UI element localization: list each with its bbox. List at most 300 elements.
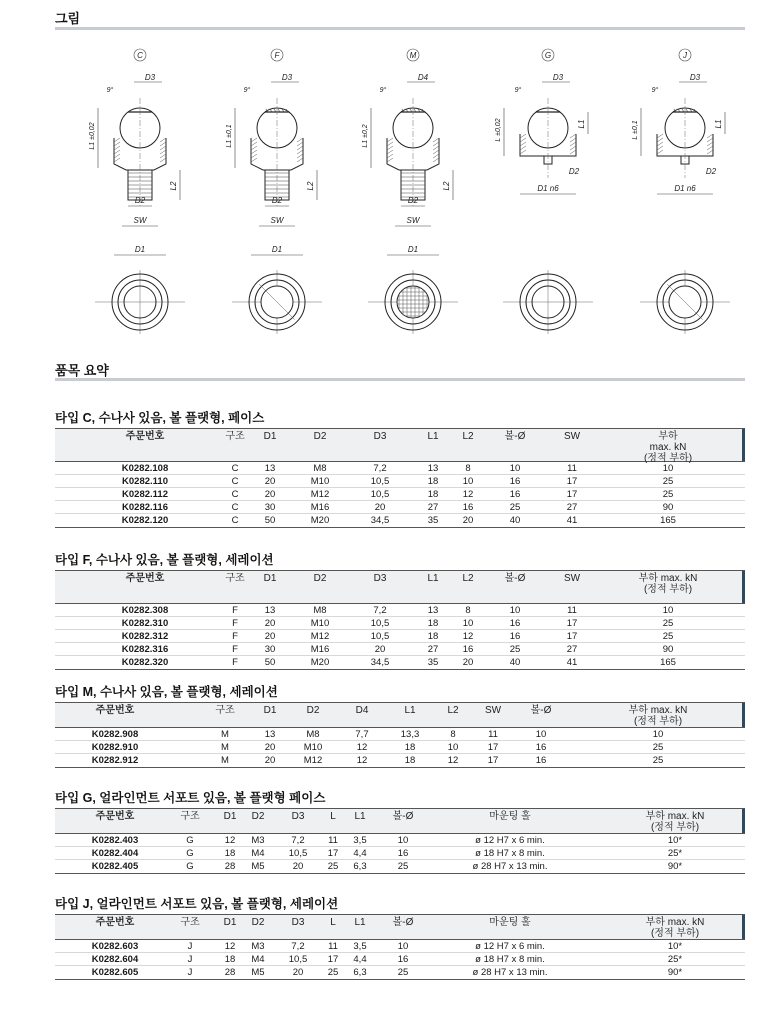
table-cell: 10 <box>397 835 409 846</box>
table-cell: 17 <box>566 618 578 629</box>
table-cell: 7,2 <box>373 605 387 616</box>
table-row <box>55 604 745 617</box>
order-number-cell: K0282.320 <box>121 657 169 668</box>
hatch-line <box>160 138 166 142</box>
table-row <box>55 656 745 669</box>
column-header-line: D2 <box>251 917 265 928</box>
table-cell: 11 <box>488 729 498 740</box>
table-cell: 12 <box>356 742 368 753</box>
column-header-line: 볼-Ø <box>530 705 552 716</box>
hatch-line <box>520 146 526 150</box>
column-header-line: (정적 부하) <box>643 453 693 464</box>
column-header <box>610 917 740 939</box>
hatch-line <box>520 142 526 146</box>
table-row <box>55 966 745 979</box>
dimension-label-d1: D1 <box>134 245 146 254</box>
table-cell: 20 <box>374 644 386 655</box>
table-cell: 10 <box>397 941 409 952</box>
table-cell: 35 <box>427 657 439 668</box>
order-number-cell: K0282.312 <box>121 631 169 642</box>
hatch-line <box>433 146 439 150</box>
table-header <box>55 914 745 940</box>
column-header-line: SW <box>563 573 581 584</box>
header-accent-bar <box>742 571 745 603</box>
table-cell: 10,5 <box>370 618 390 629</box>
table-cell: 4,4 <box>353 848 367 859</box>
hatch-line <box>657 142 663 146</box>
column-header-line: 볼-Ø <box>504 573 526 584</box>
dimension-label-d2: D2 <box>705 167 717 176</box>
table-cell: M12 <box>310 489 330 500</box>
dimension-label-d1: D1 n6 <box>674 184 696 193</box>
table-cell: 17 <box>487 742 499 753</box>
table-cell: 16 <box>462 502 474 513</box>
order-number-cell: K0282.310 <box>121 618 169 629</box>
column-header-line: D3 <box>291 811 305 822</box>
column-header <box>475 917 545 928</box>
order-number-cell: K0282.110 <box>122 476 168 487</box>
table-cell: ø 18 H7 x 8 min. <box>475 954 545 965</box>
header-accent-bar <box>742 915 745 939</box>
hatch-line <box>114 150 120 154</box>
header-accent-bar <box>742 429 745 461</box>
hatch-line <box>387 158 393 162</box>
table-cell: 34,5 <box>370 515 390 526</box>
hatch-line <box>387 150 393 154</box>
hatch-line <box>251 150 257 154</box>
order-number-cell: K0282.603 <box>91 941 139 952</box>
dimension-label-l1: L1 ±0,02 <box>89 122 96 150</box>
table-cell: F <box>232 631 238 642</box>
hatch-line <box>160 154 166 158</box>
hatch-line <box>657 134 663 138</box>
column-header-line: L1 <box>354 917 366 928</box>
table-cell: 25 <box>662 489 674 500</box>
hatch-line <box>251 146 257 150</box>
order-number-cell: K0282.120 <box>121 515 169 526</box>
table-cell: 16 <box>509 489 521 500</box>
table-cell: 90 <box>662 502 674 513</box>
column-header-line: 볼-Ø <box>392 811 414 822</box>
table-row <box>55 462 745 475</box>
table-cell: 30 <box>264 502 276 513</box>
dimension-label-angle: 9° <box>651 87 659 94</box>
table-cell: 17 <box>566 489 578 500</box>
table-cell: 25 <box>652 755 664 766</box>
column-header-line: D3 <box>291 917 305 928</box>
table-row <box>55 630 745 643</box>
table-cell: G <box>186 848 194 859</box>
order-number-cell: K0282.908 <box>91 729 139 740</box>
table-cell: 10 <box>462 618 474 629</box>
hatch-line <box>387 142 393 146</box>
column-header-line: D1 <box>263 573 277 584</box>
table-title: 타입 J, 얼라인먼트 서포트 있음, 볼 플랫형, 세레이션 <box>55 897 339 911</box>
column-header-line: L <box>330 811 336 822</box>
table-cell: 16 <box>509 618 521 629</box>
table-cell: 16 <box>462 644 474 655</box>
table-row <box>55 953 745 966</box>
hatch-line <box>160 142 166 146</box>
column-header <box>70 917 160 928</box>
table-cell: 17 <box>566 631 578 642</box>
column-header <box>475 811 545 822</box>
table-row <box>55 860 745 873</box>
hatch-line <box>114 154 120 158</box>
table-cell: M <box>221 729 229 740</box>
hatch-line <box>570 138 576 142</box>
column-header-line: (정적 부하) <box>633 716 683 727</box>
table-cell: 7,2 <box>291 835 305 846</box>
hatch-line <box>707 146 713 150</box>
table-cell: J <box>187 967 193 978</box>
hatch-line <box>433 154 439 158</box>
table-cell: 10 <box>462 476 474 487</box>
table-title: 타입 C, 수나사 있음, 볼 플랫형, 페이스 <box>55 411 265 425</box>
table-cell: 3,5 <box>353 941 367 952</box>
dimension-label-l1: L1 <box>577 119 586 129</box>
hatch-line <box>297 158 303 162</box>
table-cell: 20 <box>462 515 474 526</box>
table-cell: 20 <box>462 657 474 668</box>
table-cell: M5 <box>251 861 265 872</box>
table-cell: F <box>232 644 238 655</box>
column-header-line: 구조 <box>225 573 245 584</box>
column-header-line: 구조 <box>180 917 200 928</box>
table-cell: 17 <box>327 848 339 859</box>
table-cell: C <box>231 463 239 474</box>
table-cell: 16 <box>535 742 547 753</box>
hatch-line <box>657 146 663 150</box>
table-cell: 10 <box>652 729 664 740</box>
table-cell: M20 <box>310 657 330 668</box>
table-cell: F <box>232 657 238 668</box>
table-cell: C <box>231 502 239 513</box>
table-cell: 12 <box>224 835 236 846</box>
column-header-line: L2 <box>462 431 474 442</box>
hatch-line <box>520 134 526 138</box>
table-cell: 6,3 <box>353 861 367 872</box>
dimension-label-d1: D1 n6 <box>537 184 559 193</box>
order-number-cell: K0282.308 <box>121 605 169 616</box>
hatch-line <box>297 146 303 150</box>
table-row <box>55 501 745 514</box>
dimension-label-l1: L1 ±0,2 <box>362 124 369 148</box>
column-header-line: 주문번호 <box>95 917 135 928</box>
order-number-cell: K0282.116 <box>122 502 168 513</box>
table-cell: 90* <box>667 861 683 872</box>
table-cell: 20 <box>264 476 276 487</box>
table-cell: 25* <box>667 954 683 965</box>
table-cell: 41 <box>566 515 578 526</box>
table-cell: ø 28 H7 x 13 min. <box>472 967 548 978</box>
column-header <box>70 811 160 822</box>
table-cell: 25 <box>509 502 521 513</box>
column-header <box>537 431 607 442</box>
table-cell: M8 <box>306 729 320 740</box>
hatch-line <box>520 150 526 154</box>
column-header <box>70 705 160 716</box>
column-header <box>603 573 733 595</box>
table-cell: 20 <box>264 742 276 753</box>
table-cell: 20 <box>264 618 276 629</box>
table-cell: 3,5 <box>353 835 367 846</box>
dimension-label-d1: D1 <box>407 245 419 254</box>
column-header-line: SW <box>484 705 502 716</box>
technical-drawings <box>55 40 745 340</box>
table-cell: M16 <box>310 502 330 513</box>
column-header-line: 주문번호 <box>125 573 165 584</box>
hatch-line <box>520 138 526 142</box>
summary-section-divider <box>55 378 745 381</box>
hatch-line <box>433 158 439 162</box>
column-header-line: D1 <box>263 705 277 716</box>
column-header-line: D2 <box>306 705 320 716</box>
table-body <box>55 834 745 874</box>
table-type-j <box>55 894 745 980</box>
table-title: 타입 F, 수나사 있음, 볼 플랫형, 세레이션 <box>55 553 274 567</box>
table-cell: 16 <box>535 755 547 766</box>
order-number-cell: K0282.604 <box>91 954 139 965</box>
table-cell: 10 <box>662 605 674 616</box>
dimension-label-angle: 9° <box>379 87 387 94</box>
table-header <box>55 428 745 462</box>
column-header-line: 구조 <box>180 811 200 822</box>
column-header-line: D3 <box>373 431 387 442</box>
hatch-line <box>570 146 576 150</box>
table-type-m <box>55 682 745 768</box>
dimension-label-l2: L2 <box>306 181 315 191</box>
column-header-line: L1 <box>427 431 439 442</box>
order-number-cell: K0282.404 <box>91 848 139 859</box>
table-row <box>55 643 745 656</box>
header-accent-bar <box>742 703 745 727</box>
table-cell: 50 <box>264 515 276 526</box>
table-cell: M12 <box>303 755 323 766</box>
table-row <box>55 847 745 860</box>
column-header-line: L <box>330 917 336 928</box>
dimension-label-d3: D3 <box>281 73 293 82</box>
dimension-label-d2: D2 <box>134 196 146 205</box>
dimension-label-l2: L2 <box>169 181 178 191</box>
table-cell: M <box>221 755 229 766</box>
table-cell: 6,3 <box>353 967 367 978</box>
table-cell: 25 <box>397 861 409 872</box>
table-cell: 25 <box>509 644 521 655</box>
table-cell: C <box>231 489 239 500</box>
order-number-cell: K0282.403 <box>91 835 139 846</box>
table-cell: 7,2 <box>291 941 305 952</box>
table-cell: 10* <box>667 941 683 952</box>
table-cell: 16 <box>397 848 409 859</box>
table-cell: M3 <box>251 941 265 952</box>
table-row <box>55 834 745 847</box>
table-cell: 13 <box>264 463 276 474</box>
table-type-c <box>55 408 745 528</box>
table-cell: 18 <box>427 618 439 629</box>
table-row <box>55 754 745 767</box>
table-cell: 18 <box>427 489 439 500</box>
drawings-section-title: 그림 <box>55 11 81 26</box>
column-header-line: D3 <box>373 573 387 584</box>
hatch-line <box>570 142 576 146</box>
column-header-line: 부하 max. kN <box>645 917 705 928</box>
table-cell: 4,4 <box>353 954 367 965</box>
table-type-f <box>55 550 745 670</box>
hatch-line <box>297 150 303 154</box>
table-header <box>55 570 745 604</box>
column-header-line: 구조 <box>215 705 235 716</box>
column-header <box>506 705 576 716</box>
table-cell: 11 <box>328 835 338 846</box>
table-cell: 25 <box>327 967 339 978</box>
column-header-line: 마운팅 홀 <box>489 811 531 822</box>
table-cell: 18 <box>224 848 236 859</box>
column-header-line: 부하 max. kN <box>638 573 698 584</box>
table-cell: M4 <box>251 954 265 965</box>
table-row <box>55 488 745 501</box>
hatch-line <box>251 142 257 146</box>
hatch-line <box>114 142 120 146</box>
table-cell: 30 <box>264 644 276 655</box>
table-cell: F <box>232 618 238 629</box>
table-cell: 20 <box>264 755 276 766</box>
table-cell: 7,2 <box>373 463 387 474</box>
table-cell: 27 <box>566 644 578 655</box>
column-header <box>100 573 190 584</box>
table-cell: 12 <box>462 631 474 642</box>
table-body <box>55 728 745 768</box>
order-number-cell: K0282.316 <box>121 644 169 655</box>
hatch-line <box>707 134 713 138</box>
table-cell: 18 <box>404 755 416 766</box>
order-number-cell: K0282.605 <box>91 967 139 978</box>
table-cell: 11 <box>567 605 577 616</box>
table-cell: 10* <box>667 835 683 846</box>
table-cell: J <box>187 941 193 952</box>
table-cell: 165 <box>660 515 676 526</box>
summary-section-title: 품목 요약 <box>55 363 109 378</box>
table-cell: 16 <box>397 954 409 965</box>
table-cell: 20 <box>292 967 304 978</box>
top-view-face <box>397 286 429 318</box>
hatch-line <box>433 142 439 146</box>
table-cell: 13 <box>264 605 276 616</box>
table-cell: ø 18 H7 x 8 min. <box>475 848 545 859</box>
table-cell: 25 <box>662 631 674 642</box>
table-cell: M8 <box>313 605 327 616</box>
table-cell: 13 <box>427 463 439 474</box>
dimension-label-sw: SW <box>406 216 420 225</box>
view-mark-label: G <box>544 51 552 60</box>
table-cell: 27 <box>427 644 439 655</box>
table-cell: 17 <box>566 476 578 487</box>
table-cell: 18 <box>224 954 236 965</box>
table-row <box>55 514 745 527</box>
column-header-line: 볼-Ø <box>392 917 414 928</box>
table-type-g <box>55 788 745 874</box>
table-title: 타입 M, 수나사 있음, 볼 플랫형, 세레이션 <box>55 685 278 699</box>
column-header <box>603 431 733 464</box>
table-cell: 41 <box>566 657 578 668</box>
table-body <box>55 604 745 670</box>
table-cell: 50 <box>264 657 276 668</box>
order-number-cell: K0282.112 <box>122 489 168 500</box>
order-number-cell: K0282.912 <box>91 755 139 766</box>
table-cell: M4 <box>251 848 265 859</box>
table-cell: C <box>231 476 239 487</box>
table-cell: 10,5 <box>370 631 390 642</box>
table-cell: 20 <box>374 502 386 513</box>
table-cell: 8 <box>465 463 471 474</box>
dimension-label-d2: D2 <box>407 196 419 205</box>
column-header-line: D1 <box>223 811 237 822</box>
table-cell: 25 <box>327 861 339 872</box>
table-cell: G <box>186 861 194 872</box>
table-cell: 18 <box>404 742 416 753</box>
hatch-line <box>387 138 393 142</box>
order-number-cell: K0282.405 <box>91 861 139 872</box>
column-header-line: 부하 max. kN <box>645 811 705 822</box>
table-cell: 12 <box>447 755 459 766</box>
dimension-label-d1: D1 <box>271 245 283 254</box>
column-header <box>368 811 438 822</box>
column-header-line: L2 <box>462 573 474 584</box>
column-header-line: (정적 부하) <box>650 822 700 833</box>
table-cell: 10 <box>509 605 521 616</box>
hatch-line <box>160 146 166 150</box>
table-header <box>55 702 745 728</box>
hatch-line <box>570 150 576 154</box>
column-header-line: L1 <box>354 811 366 822</box>
dimension-label-sw: SW <box>270 216 284 225</box>
table-cell: 40 <box>509 657 521 668</box>
dimension-label-l1: L1 ±0,1 <box>226 124 233 148</box>
column-header-line: 주문번호 <box>95 811 135 822</box>
table-cell: 12 <box>224 941 236 952</box>
table-cell: G <box>186 835 194 846</box>
table-cell: 165 <box>660 657 676 668</box>
table-body <box>55 462 745 528</box>
table-cell: 27 <box>566 502 578 513</box>
dimension-label-angle: 9° <box>243 87 251 94</box>
table-cell: 8 <box>465 605 471 616</box>
table-cell: C <box>231 515 239 526</box>
dimension-label-l1: L1 <box>714 119 723 129</box>
table-cell: 25* <box>667 848 683 859</box>
column-header-line: 마운팅 홀 <box>489 917 531 928</box>
table-row <box>55 940 745 953</box>
table-row <box>55 617 745 630</box>
column-header-line: D2 <box>313 431 327 442</box>
table-cell: 34,5 <box>370 657 390 668</box>
table-cell: M10 <box>303 742 323 753</box>
table-cell: ø 12 H7 x 6 min. <box>475 835 545 846</box>
table-cell: M10 <box>310 476 330 487</box>
table-cell: ø 12 H7 x 6 min. <box>475 941 545 952</box>
table-cell: 25 <box>397 967 409 978</box>
column-header-line: 구조 <box>225 431 245 442</box>
drawings-section-divider <box>55 27 745 30</box>
dimension-label-d3: D4 <box>417 73 429 82</box>
table-cell: 20 <box>292 861 304 872</box>
dimension-label-sw: SW <box>133 216 147 225</box>
table-cell: 17 <box>487 755 499 766</box>
column-header-line: D4 <box>355 705 369 716</box>
column-header-line: 볼-Ø <box>504 431 526 442</box>
table-cell: 28 <box>224 967 236 978</box>
hatch-line <box>114 158 120 162</box>
